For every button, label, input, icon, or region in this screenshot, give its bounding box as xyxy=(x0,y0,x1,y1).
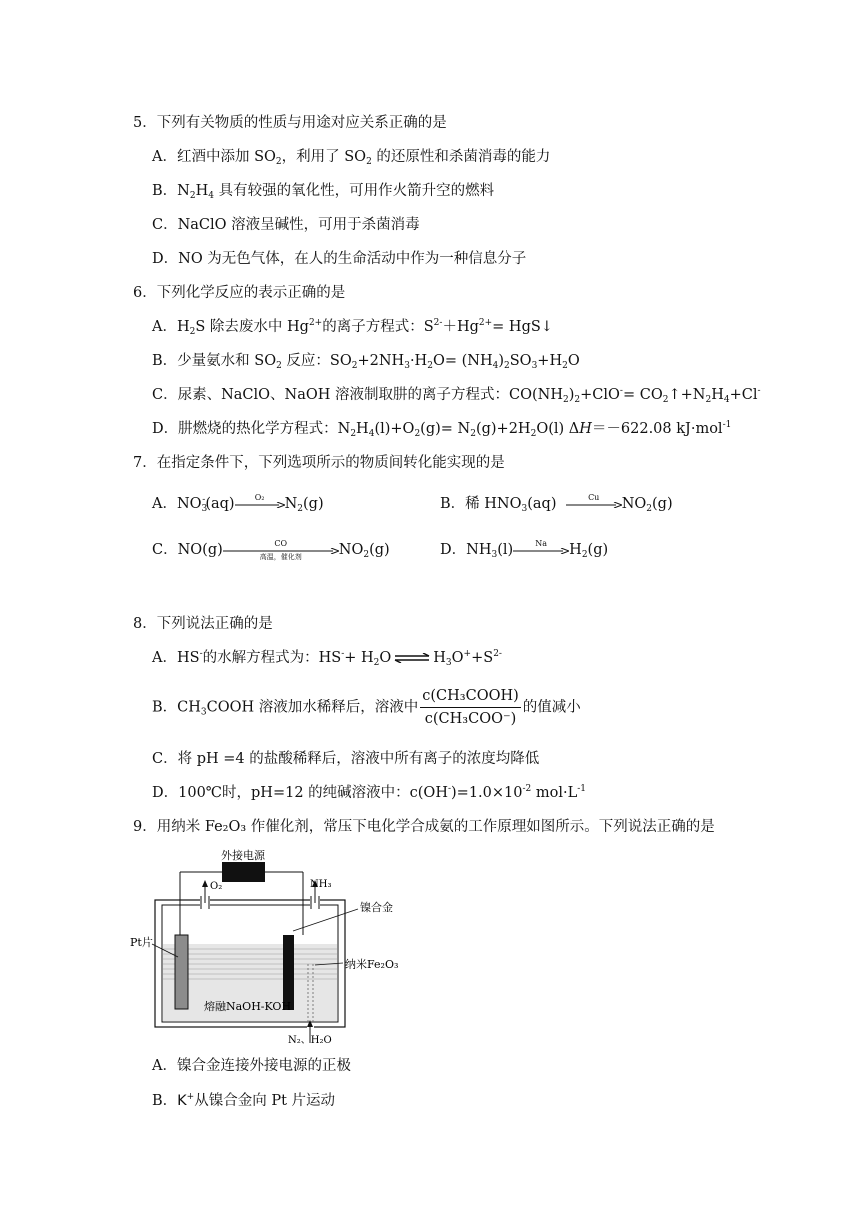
q7-option-d: D．$NH_3(l)$ Na $H_2(g)$ xyxy=(440,539,609,560)
q9-option-b: B．K+从镍合金向 Pt 片运动 xyxy=(152,1092,336,1109)
q5-option-d: D．NO 为无色气体，在人的生命活动中作为一种信息分子 xyxy=(152,251,527,267)
q7-option-c: C．NO(g) CO 高温，催化剂 $NO_2(g)$ xyxy=(152,539,390,561)
alloy-label: 镍合金 xyxy=(360,901,393,914)
q7-stem: 7．在指定条件下，下列选项所示的物质间转化能实现的是 xyxy=(133,455,505,471)
pt-label: Pt片 xyxy=(130,936,153,949)
concentration-fraction: $\frac{\text{c(CH₃COOH)}}{\text{c(CH₃COO⁻)}}$ xyxy=(422,688,519,727)
q7-c-arrow: CO 高温，催化剂 xyxy=(223,540,339,560)
q7-a-arrow: O₂ xyxy=(235,494,285,514)
pt-electrode xyxy=(175,935,188,1009)
q5-option-b: B．$N_2H_4$ 具有较强的氧化性，可用作火箭升空的燃料 xyxy=(152,183,495,201)
q7-option-b: B．稀 $HNO_3(aq)$ Cu $NO_2(g)$ xyxy=(440,493,673,514)
inlet-label: N₂、H₂O xyxy=(288,1035,332,1046)
nh3-label: NH₃ xyxy=(310,879,332,890)
q6-option-d: D．肼燃烧的热化学方程式：$N_2H_4(l)+O_2(g)= N_2(g)+2H_2O(l)$ ΔH＝－622.08 kJ·mol$^{-1}$ xyxy=(152,420,732,439)
q7-d-arrow: Na xyxy=(513,540,569,560)
electrolyte-label: 熔融NaOH-KOH xyxy=(204,1000,292,1013)
electrolysis-cell-diagram xyxy=(130,847,420,1047)
q5-option-c: C．NaClO 溶液呈碱性，可用于杀菌消毒 xyxy=(152,217,420,233)
o2-label: O₂ xyxy=(210,881,223,892)
q9-option-a: A．镍合金连接外接电源的正极 xyxy=(152,1058,351,1074)
power-source-label: 外接电源 xyxy=(221,849,265,862)
equilibrium-arrow-icon xyxy=(393,653,431,663)
q8-option-b: B．$CH_3COOH$ 溶液加水稀释后，溶液中 $\frac{\text{c(CH₃COOH)}}{\text{c(CH₃COO⁻)}}$ 的值减小 xyxy=(152,688,581,727)
q6-option-a: A．$H_2S$ 除去废水中 $Hg^{2+}$的离子方程式：$S^{2-}+Hg^{2+}=$ HgS↓ xyxy=(152,318,553,337)
q8-stem: 8．下列说法正确的是 xyxy=(133,616,273,632)
q7-option-a: A．$NO_3^-(aq)$ O₂ $N_2(g)$ xyxy=(152,493,324,514)
q6-stem: 6．下列化学反应的表示正确的是 xyxy=(133,285,346,301)
q5-option-a: A．红酒中添加 $SO_2$，利用了 $SO_2$ 的还原性和杀菌消毒的能力 xyxy=(152,149,551,167)
q8-option-d: D．100℃时，pH=12 的纯碱溶液中：$c(OH^-)=1.0\times 10^{-2}$ $mol\cdot L^{-1}$ xyxy=(152,784,587,801)
fe2o3-label: 纳米Fe₂O₃ xyxy=(345,958,399,971)
power-source xyxy=(222,862,265,882)
q9-stem: 9．用纳米 Fe₂O₃ 作催化剂，常压下电化学合成氨的工作原理如图所示。下列说法正确的是 xyxy=(133,819,715,835)
nickel-alloy-electrode xyxy=(283,935,294,1010)
o2-arrow-icon xyxy=(202,880,208,887)
q5-stem: 5．下列有关物质的性质与用途对应关系正确的是 xyxy=(133,115,447,131)
q6-option-b: B．少量氨水和 $SO_2$ 反应：$SO_2+2NH_3\cdot H_2O= (NH_4)_2SO_3+H_2O$ xyxy=(152,353,580,371)
q7-b-arrow: Cu xyxy=(566,494,622,514)
q8-option-a: A．HS-的水解方程式为：$HS^-+ H_2O$ $H_3O^++S^{2-}$ xyxy=(152,649,502,668)
q8-option-c: C．将 pH =4 的盐酸稀释后，溶液中所有离子的浓度均降低 xyxy=(152,751,540,767)
q6-option-c: C．尿素、NaClO、NaOH 溶液制取肼的离子方程式：$CO(NH_2)_2+ClO^-=$ $CO_2↑+N_2H_4+Cl^-$ xyxy=(152,386,761,405)
